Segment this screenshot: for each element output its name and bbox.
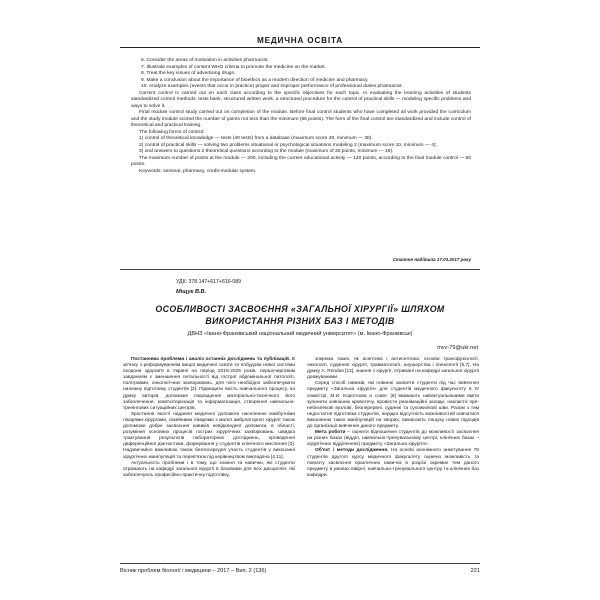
- paragraph: Current control is carried out on each class according to the specific objectives for each topic. In evaluating the learning activities of students standardized control methods: tests bank, structured written work, a structured procedure for the control of practical skills — modeling specific problems and ways to solve it.: [131, 90, 471, 109]
- author-email: mvv-79@ukr.net: [437, 345, 478, 351]
- article-title: [120, 303, 480, 327]
- question-list: [131, 58, 471, 91]
- paragraph: The maximum number of points at the module — 200, including the current educational activity — 120 points, according to the final module control — 80 points.: [131, 155, 471, 167]
- author-name: Міщук В.В.: [176, 289, 207, 295]
- paragraph: [307, 381, 479, 430]
- paragraph-text: В зв'язку з реформуванням вищої медичної освіти та побудови нової системи охорони здоров'я в Україні на період 2015-2025 років, першочерговим завданням є зменшення летальності від гострої абдомінальної патології, політравми, онкологічних захворювань, для чого необхідно забезпечувати належну підготовку студентів [2]. Підвищити якість навчального процесу, на думку авторів, допоможе покращення матеріально-технічного його забезпечення, комп'ютеризація та інформатизація, створення навчально-тренінгових ситуаційних центрів.: [123, 357, 295, 411]
- title-line: ОСОБЛИВОСТІ ЗАСВОЄННЯ «ЗАГАЛЬНОЇ ХІРУРГІЇ» ШЛЯХОМ: [155, 304, 445, 314]
- paragraph: The following forms of control:: [139, 129, 205, 135]
- list-item: 10. Analyze examples (events that occur in practice) proper and improper performance of professional duties pharmacist.: [141, 84, 403, 89]
- paragraph: 2) control of practical skills — solving two problems situational or psychological situations modeling 2 (maximum score 10, minimum — 4);: [139, 142, 437, 148]
- section-rule: [120, 269, 480, 270]
- list-item: 7. Illustrate examples of content WHO criteria to promote the medicine on the market.: [141, 64, 326, 70]
- paragraph: [307, 430, 479, 448]
- page-number: 221: [470, 568, 480, 574]
- paragraph: 1) control of theoretical knowledge — tests (40 tests) from a database (maximum score 40, minimum — 30).: [139, 136, 373, 141]
- paragraph-text: На основі анонімного анкетування 78 студентів другого курсу медичного факультету оцінено можливість та повноту засвоєння практичних навичок в розрізі окремих тем даного предмету в умовах вівірні, навчально-тренувального центру та клінічних баз кафедри.: [307, 448, 479, 478]
- paragraph: [307, 448, 479, 478]
- paragraph-text: Серед спосіб навиків, які повинні засвоїти студенти під час вивчення предмету «Загальна хірургія» для студентів медичного факультету в IV семестрі, М.И. Коротнова и соавт. [6] вважають найактуальнішими вміти зупинити зовнішню кровотечу, провести реанімаційні заходи, накласти пре-небезпекові вузлові, безперервні, судинні та сухожилкові шви. Разом з тим недостатня підготовка студентів, нерідко відсутність можливостей навчатися виконанню таких маніпуляцій на хворих, вимагають пошуку нових підходів до організації вивчення даного предмету.: [307, 381, 479, 430]
- right-column: [307, 357, 479, 479]
- title-line: ВИКОРИСТАННЯ РІЗНИХ БАЗ І МЕТОДІВ: [205, 316, 395, 326]
- paragraph-text: зокрема таких, як асептика і антисептика, основи трансфузіології, онкології, судинної хірургії, травматології, анушерства і гінекології [5,7]. На думку A. Rendas [12], знання з хірургії, отримані на кафедрі загальної хірургії довжуваними.: [307, 357, 479, 381]
- keywords: Keywords: seminar, pharmacy, credit-modular system.: [139, 168, 257, 174]
- paragraph-text: – оцінити відношення студентів до можливості засвоєння на різних базах (відділ, навчально-тренувальному центрі, клінічних базах – хірургічних відділеннях) предмету «Загальна хірургія».: [307, 430, 479, 448]
- left-column: [123, 357, 295, 479]
- list-item: 8. Treat the key issues of advertising drugs.: [141, 71, 236, 76]
- footer-rule: [120, 563, 480, 564]
- paragraph: Final module control study carried out on completion of the module. Before final control students who have completed all work provided the curriculum and the study module scored the number of points not less than the minimum (56 points). The form of the final control are standardized and include control of theoretical and practical training.: [131, 110, 471, 128]
- english-summary: [131, 58, 471, 175]
- paragraph-lead: Мета роботи: [315, 430, 346, 436]
- paragraph: [123, 357, 295, 412]
- received-date: Стаття надійшла 17.03.2017 року: [392, 257, 471, 262]
- paragraph-lead: Об'єкт і методи дослідження.: [315, 448, 389, 454]
- paragraph: 3) oral answers to questions 2 theoretical questions according to the module (maximum of 30 points, minimum — 16).: [139, 149, 394, 154]
- list-item: 9. Make a conclusion about the importance of bioethics as a modern direction of medicine and pharmacy.: [141, 77, 369, 83]
- running-head: МЕДИЧНА ОСВІТА: [257, 36, 343, 45]
- list-item: 6. Consider the areas of motivation in activities pharmacist.: [141, 58, 269, 63]
- udk-code: УДК: 378.147+617+616-089: [176, 279, 241, 285]
- journal-footer: Вісник проблем біології і медицини – 2017 – Вип. 2 (136): [120, 568, 267, 574]
- paragraph-lead: Постановка проблеми і аналіз останніх досліджень та публікацій.: [131, 357, 291, 362]
- paragraph: [123, 412, 295, 461]
- paragraph: [307, 357, 479, 381]
- header-rule: [120, 47, 480, 48]
- paragraph-text: Зростання якості надання медичної допомоги населенню майбутніми лікарями-хірургами, сімейними лікарями з малої амбулаторної хірургії також допоможе добре засвоєння навиків невідкладної допомоги, в області, розуміння основних процесів гострих хірургічних захворювань, швидка трактування результатів лабораторних досліджень, проведення диференційної діагностики, формування у студентів клінічного мислення [3]. Надзвичайно важливою також безпосередня участь студентів у виконанні хірургічних маніпуляцій та перев'язок під керівництвом викладача [4,11].: [123, 411, 295, 460]
- affiliation: ДВНЗ «Івано-Франківський національний медичний університет» (м. Івано-Франківськ): [187, 331, 413, 337]
- paragraph: [123, 461, 295, 479]
- paragraph-text: Актуальність проблеми і в тому, що знання та навички, які студенти отримають на кафедрі загальної хірургії в базовими для всіх дисциплін, які забезпечують професійно-практичну підготовку,: [123, 460, 295, 478]
